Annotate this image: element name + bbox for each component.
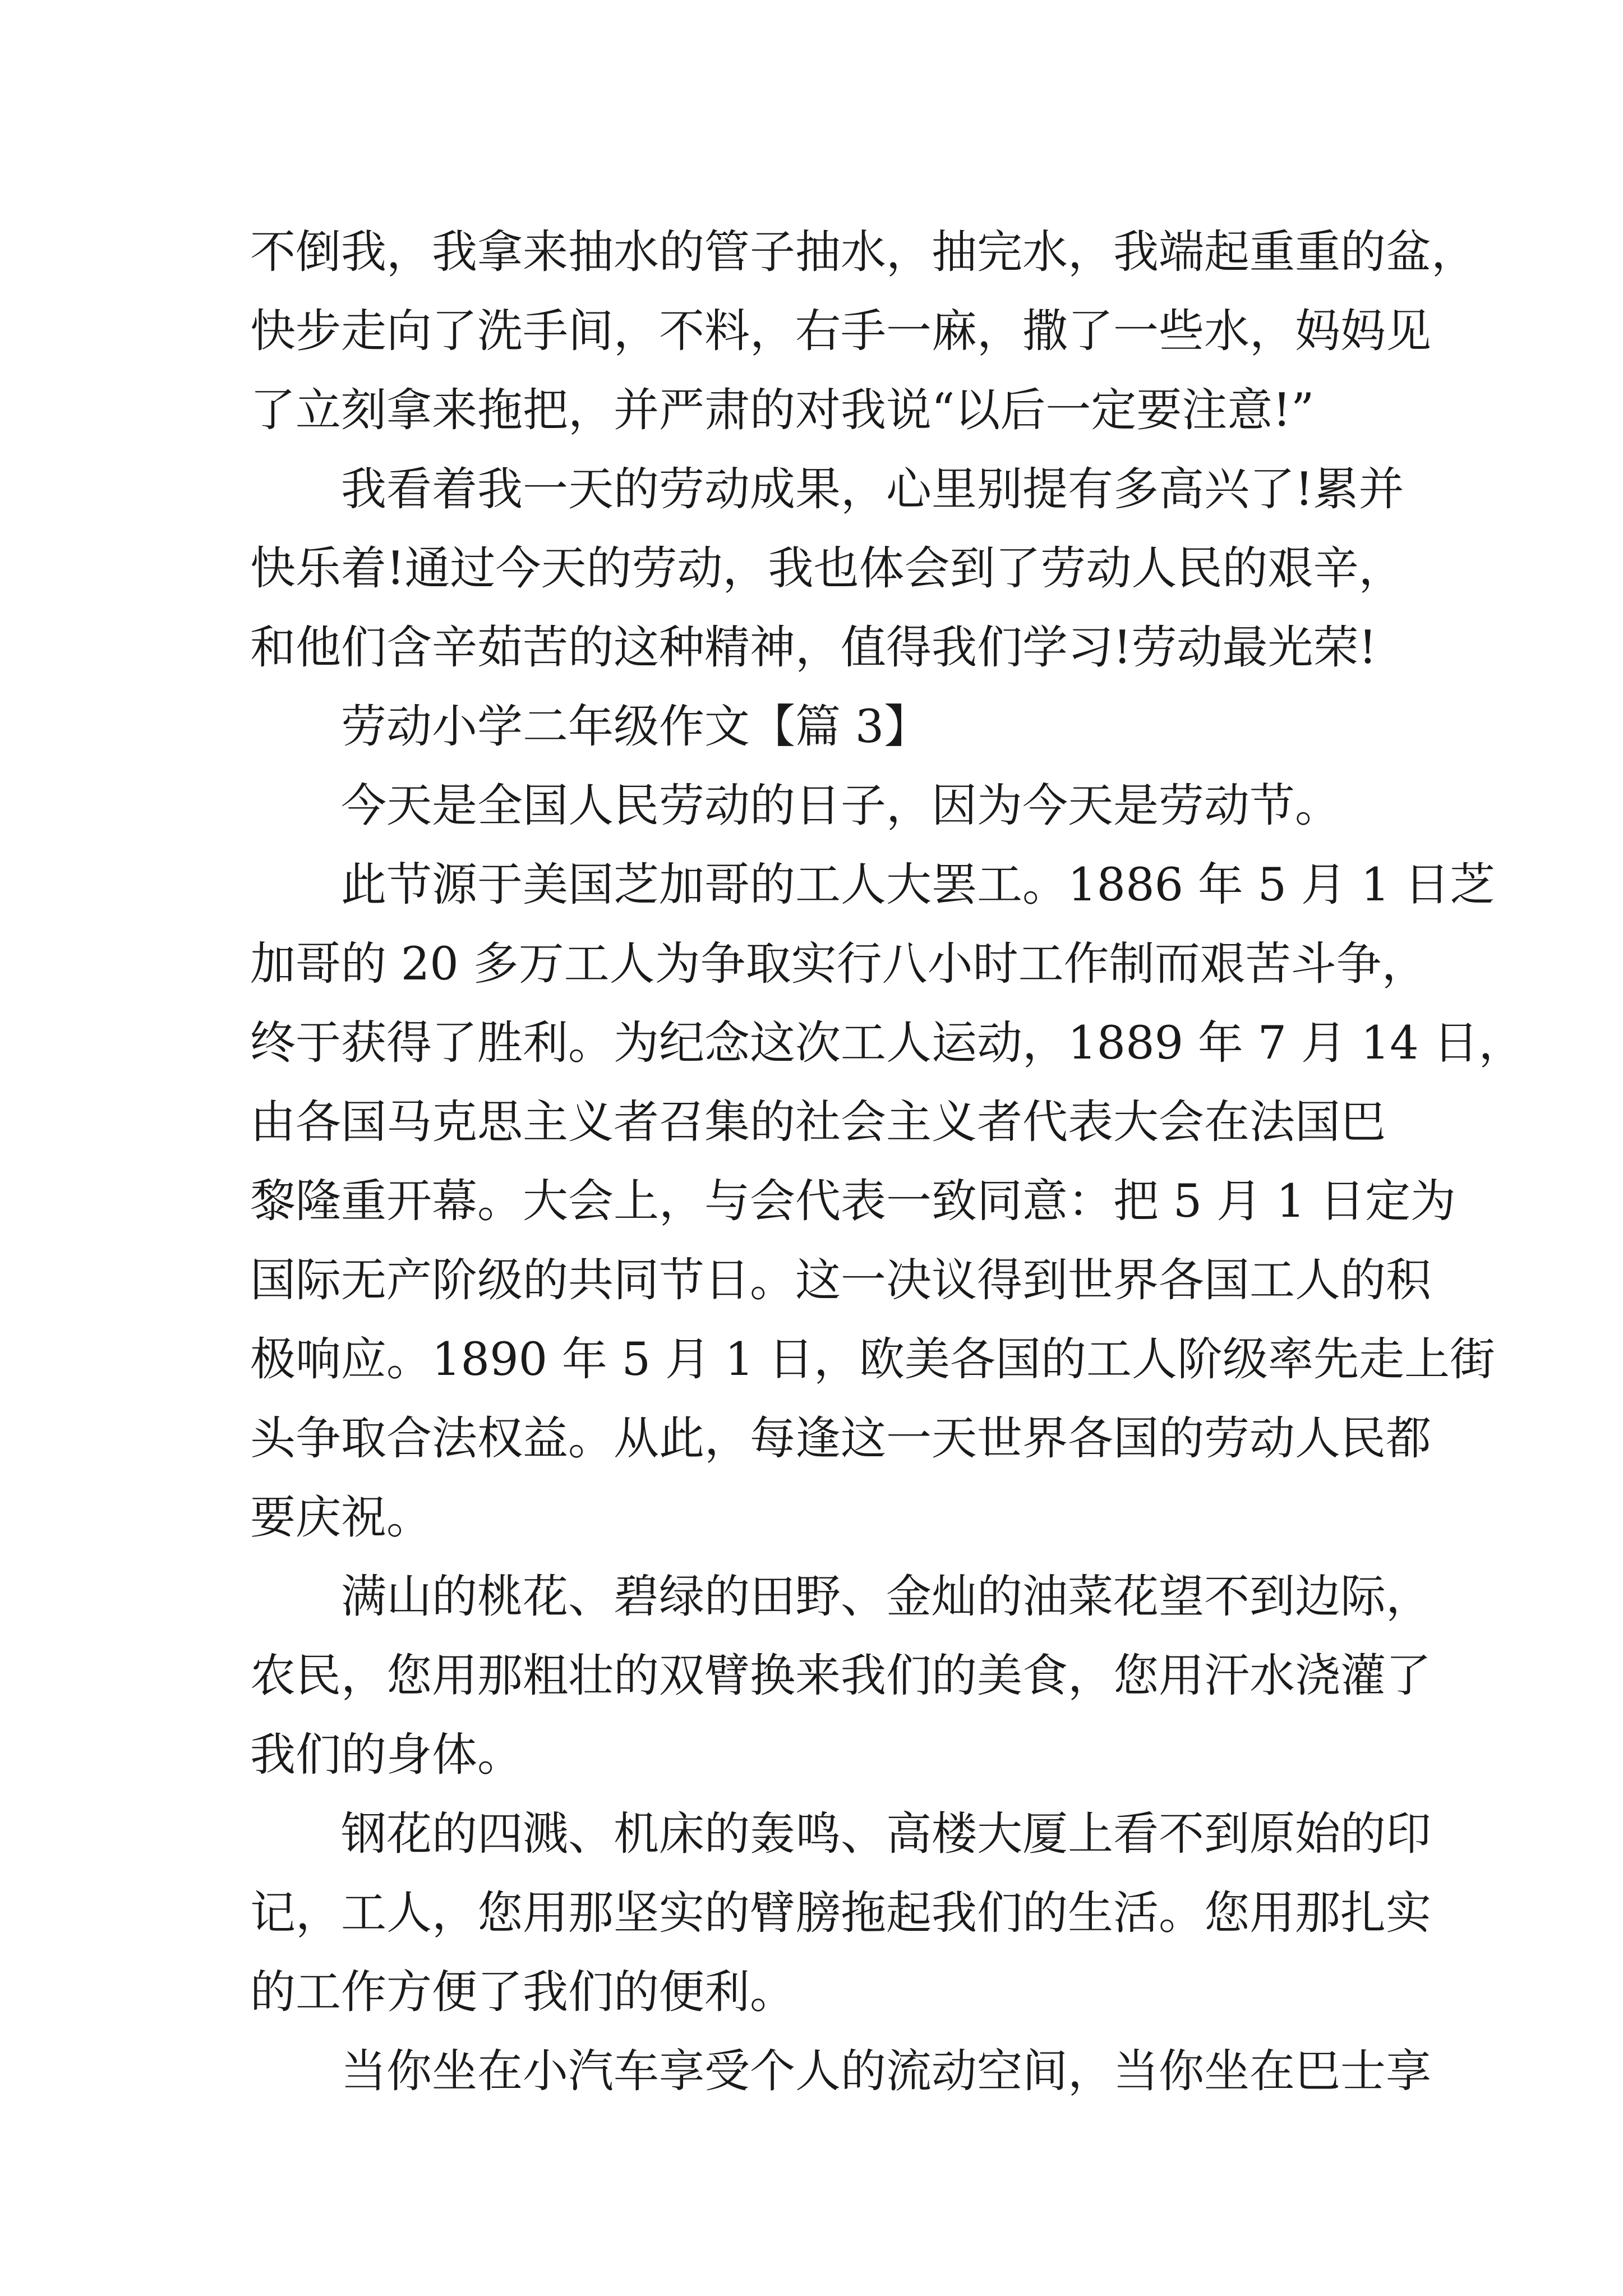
text-line: 农民，您用那粗壮的双臂换来我们的美食，您用汗水浇灌了 — [250, 1650, 1432, 1703]
text-line: 国际无产阶级的共同节日。这一决议得到世界各国工人的积 — [250, 1254, 1432, 1307]
text-line: 此节源于美国芝加哥的工人大罢工。1886 年 5 月 1 日芝 — [341, 859, 1495, 912]
text-line: 不倒我，我拿来抽水的管子抽水，抽完水，我端起重重的盆， — [250, 226, 1477, 279]
text-line: 要庆祝。 — [250, 1492, 432, 1544]
text-line: 记，工人，您用那坚实的臂膀拖起我们的生活。您用那扎实 — [250, 1887, 1432, 1940]
text-line: 劳动小学二年级作文【篇 3】 — [341, 701, 930, 753]
text-line: 和他们含辛茹苦的这种精神，值得我们学习!劳动最光荣! — [250, 622, 1377, 674]
text-line: 终于获得了胜利。为纪念这次工人运动，1889 年 7 月 14 日， — [250, 1017, 1524, 1070]
text-line: 我看着我一天的劳动成果，心里别提有多高兴了!累并 — [341, 463, 1404, 516]
text-line: 我们的身体。 — [250, 1729, 523, 1782]
text-line: 黎隆重开幕。大会上，与会代表一致同意：把 5 月 1 日定为 — [250, 1175, 1456, 1228]
text-line: 头争取合法权益。从此，每逢这一天世界各国的劳动人民都 — [250, 1412, 1432, 1465]
text-line: 快步走向了洗手间，不料，右手一麻，撒了一些水，妈妈见 — [250, 305, 1432, 358]
body-text — [250, 213, 1524, 2111]
text-line: 满山的桃花、碧绿的田野、金灿的油菜花望不到边际， — [341, 1571, 1432, 1623]
text-line: 今天是全国人民劳动的日子，因为今天是劳动节。 — [341, 780, 1341, 832]
text-line: 当你坐在小汽车享受个人的流动空间，当你坐在巴士享 — [341, 2045, 1432, 2098]
text-line: 的工作方便了我们的便利。 — [250, 1966, 796, 2019]
text-line: 加哥的 20 多万工人为争取实行八小时工作制而艰苦斗争， — [250, 938, 1427, 991]
text-line: 钢花的四溅、机床的轰鸣、高楼大厦上看不到原始的印 — [341, 1808, 1432, 1861]
text-line: 了立刻拿来拖把，并严肃的对我说“以后一定要注意!” — [250, 384, 1315, 437]
text-line: 由各国马克思主义者召集的社会主义者代表大会在法国巴 — [250, 1096, 1386, 1149]
text-line: 极响应。1890 年 5 月 1 日，欧美各国的工人阶级率先走上街 — [250, 1333, 1495, 1386]
text-line: 快乐着!通过今天的劳动，我也体会到了劳动人民的艰辛， — [250, 542, 1404, 595]
